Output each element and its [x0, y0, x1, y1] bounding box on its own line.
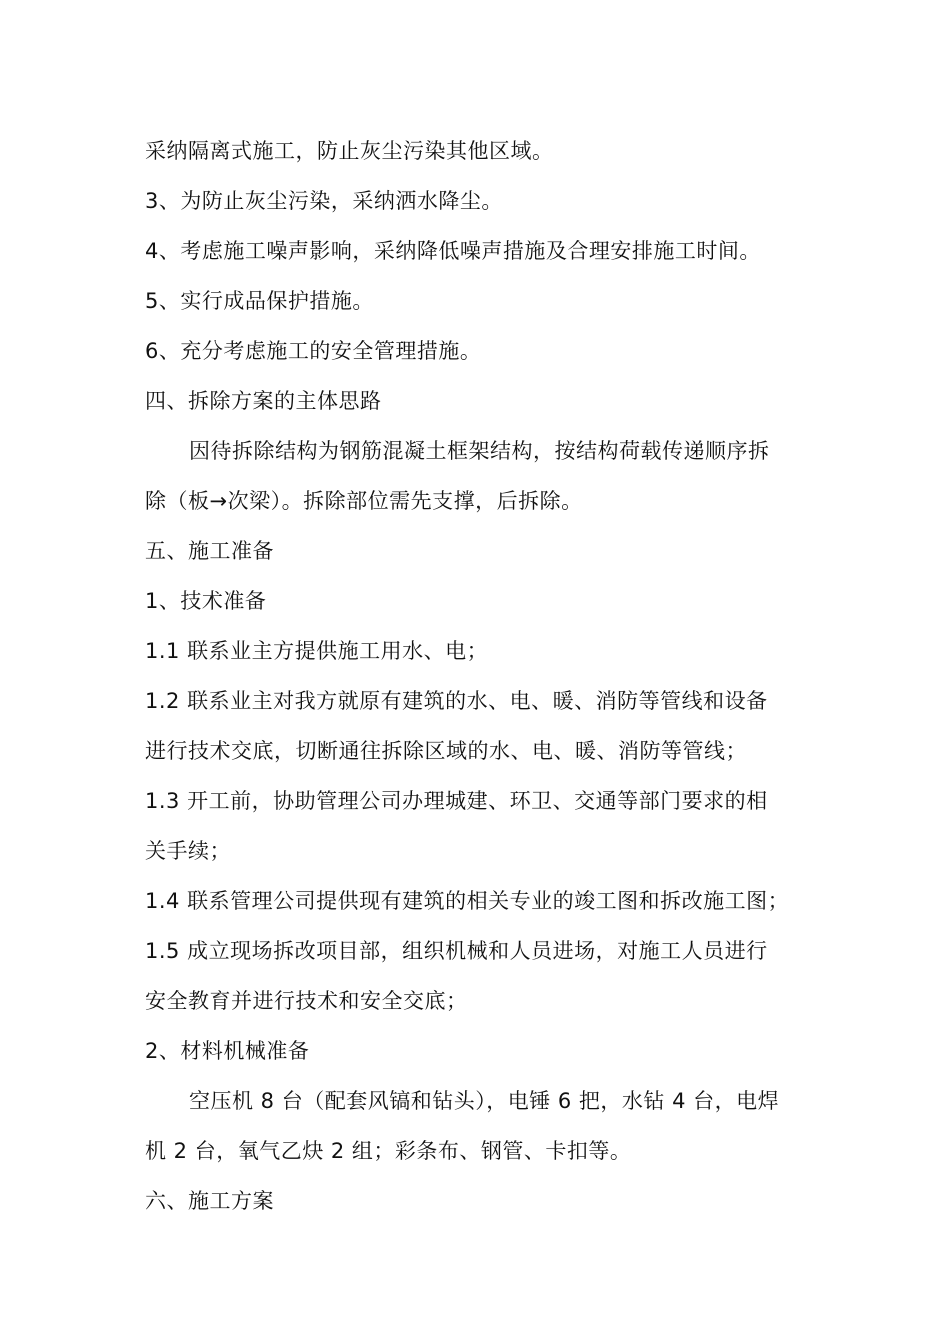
text-line-5: 6、充分考虑施工的安全管理措施。: [145, 339, 482, 363]
section-heading-4: 四、拆除方案的主体思路: [145, 389, 382, 413]
text-line-3: 4、考虑施工噪声影响，采纳降低噪声措施及合理安排施工时间。: [145, 239, 761, 263]
equipment-line-1: 空压机 8 台（配套风镐和钻头），电锤 6 把，水钻 4 台，电焊: [189, 1089, 780, 1113]
item-1-3-line-2: 关手续；: [145, 839, 231, 863]
subheading-material-prep: 2、材料机械准备: [145, 1039, 310, 1063]
item-1-1: 1.1 联系业主方提供施工用水、电；: [145, 639, 489, 663]
section-heading-5: 五、施工准备: [145, 539, 274, 563]
paragraph-line-2: 除（板→次梁）。拆除部位需先支撑，后拆除。: [145, 489, 583, 513]
text-line-1: 采纳隔离式施工，防止灰尘污染其他区域。: [145, 139, 554, 163]
section-heading-6: 六、施工方案: [145, 1189, 274, 1213]
item-1-2-line-1: 1.2 联系业主对我方就原有建筑的水、电、暖、消防等管线和设备: [145, 689, 768, 713]
item-1-5-line-1: 1.5 成立现场拆改项目部，组织机械和人员进场，对施工人员进行: [145, 939, 768, 963]
text-line-2: 3、为防止灰尘污染，采纳洒水降尘。: [145, 189, 503, 213]
text-line-4: 5、实行成品保护措施。: [145, 289, 374, 313]
equipment-line-2: 机 2 台，氧气乙炔 2 组；彩条布、钢管、卡扣等。: [145, 1139, 632, 1163]
item-1-2-line-2: 进行技术交底，切断通往拆除区域的水、电、暖、消防等管线；: [145, 739, 747, 763]
item-1-4: 1.4 联系管理公司提供现有建筑的相关专业的竣工图和拆改施工图；: [145, 889, 790, 913]
item-1-3-line-1: 1.3 开工前，协助管理公司办理城建、环卫、交通等部门要求的相: [145, 789, 768, 813]
subheading-technical-prep: 1、技术准备: [145, 589, 267, 613]
paragraph-line-1: 因待拆除结构为钢筋混凝土框架结构，按结构荷载传递顺序拆: [189, 439, 770, 463]
item-1-5-line-2: 安全教育并进行技术和安全交底；: [145, 989, 468, 1013]
